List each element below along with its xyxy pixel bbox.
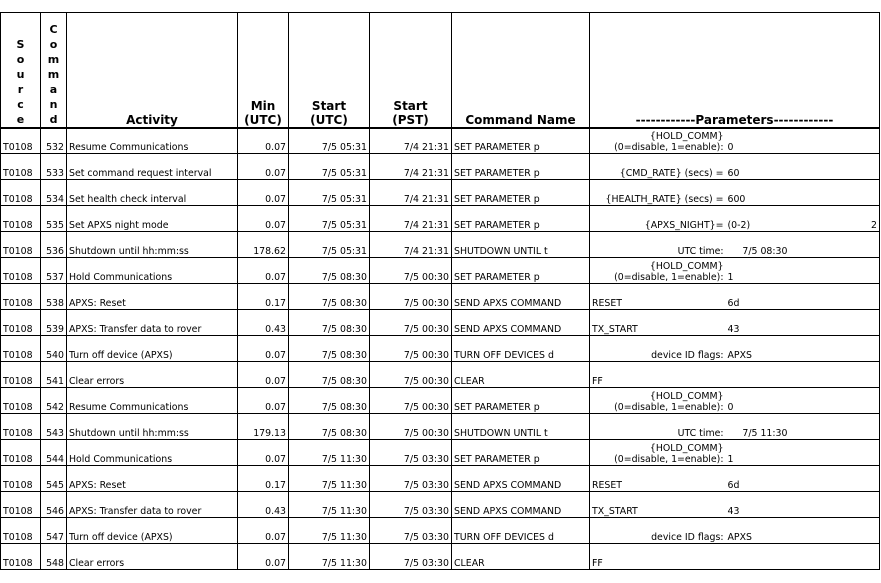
activity-cell[interactable]: Shutdown until hh:mm:ss	[67, 414, 238, 440]
parameter-value-cell[interactable]: 600	[726, 180, 806, 206]
parameter-extra-cell[interactable]	[806, 388, 880, 414]
table-row[interactable]	[1, 206, 880, 232]
start-utc-cell[interactable]: 7/5 05:31	[289, 154, 370, 180]
source-cell[interactable]: T0108	[1, 232, 41, 258]
source-cell[interactable]: T0108	[1, 284, 41, 310]
source-cell[interactable]: T0108	[1, 414, 41, 440]
command-name-cell[interactable]: CLEAR	[452, 544, 590, 570]
header-letter: e	[16, 112, 25, 126]
table-row[interactable]	[1, 180, 880, 206]
parameter-value-cell[interactable]: 60	[726, 154, 806, 180]
command-number-cell[interactable]: 534	[41, 180, 67, 206]
parameter-label: {CMD_RATE} (secs) =	[619, 168, 724, 179]
start-utc-header-line2: (UTC)	[310, 112, 348, 127]
parameter-label-cell[interactable]	[590, 154, 726, 180]
activity-header-label: Activity	[126, 112, 178, 127]
parameter-extra-cell[interactable]	[806, 128, 880, 154]
duration-min-cell[interactable]: 0.43	[238, 310, 289, 336]
start-pst-cell[interactable]: 7/5 00:30	[370, 388, 452, 414]
activity-cell[interactable]: APXS: Reset	[67, 466, 238, 492]
parameter-value: RESET	[592, 480, 623, 491]
command-name-cell[interactable]: SHUTDOWN UNTIL t	[452, 232, 590, 258]
start-utc-cell[interactable]: 7/5 08:30	[289, 284, 370, 310]
table-row[interactable]	[1, 128, 880, 154]
parameter-label-cell[interactable]	[590, 128, 726, 154]
start-utc-cell[interactable]: 7/5 11:30	[289, 492, 370, 518]
duration-min-cell[interactable]: 0.07	[238, 206, 289, 232]
parameter-label: (0=disable, 1=enable):	[614, 142, 724, 153]
command-number-header[interactable]	[41, 13, 67, 128]
table-row[interactable]	[1, 362, 880, 388]
source-cell[interactable]: T0108	[1, 206, 41, 232]
source-cell[interactable]: T0108	[1, 336, 41, 362]
min-header-line2: (UTC)	[244, 112, 282, 127]
parameter-label-cell[interactable]	[590, 492, 726, 518]
table-row[interactable]	[1, 414, 880, 440]
command-table	[0, 12, 880, 570]
command-name-cell[interactable]: SET PARAMETER p	[452, 388, 590, 414]
parameter-label-cell[interactable]	[590, 440, 726, 466]
duration-min-cell[interactable]: 179.13	[238, 414, 289, 440]
command-number-cell[interactable]: 532	[41, 128, 67, 154]
parameter-value-cell[interactable]: 0	[726, 128, 806, 154]
table-row[interactable]	[1, 336, 880, 362]
start-utc-header[interactable]	[289, 13, 370, 128]
parameter-extra-cell[interactable]	[806, 232, 880, 258]
command-number-cell[interactable]: 537	[41, 258, 67, 284]
duration-min-cell[interactable]: 0.07	[238, 362, 289, 388]
table-row[interactable]	[1, 440, 880, 466]
parameter-label: (0=disable, 1=enable):	[614, 272, 724, 283]
command-name-cell[interactable]: SET PARAMETER p	[452, 128, 590, 154]
start-utc-cell[interactable]: 7/5 05:31	[289, 128, 370, 154]
start-utc-cell[interactable]: 7/5 11:30	[289, 518, 370, 544]
command-number-cell[interactable]: 541	[41, 362, 67, 388]
source-cell[interactable]: T0108	[1, 258, 41, 284]
parameter-value-cell[interactable]: APXS	[726, 336, 806, 362]
parameter-value: FF	[592, 376, 603, 387]
parameter-label: device ID flags:	[651, 350, 724, 361]
table-row[interactable]	[1, 466, 880, 492]
parameter-label: UTC time:	[677, 428, 724, 439]
duration-min-cell[interactable]: 0.07	[238, 440, 289, 466]
min-header-line1: Min	[250, 98, 276, 113]
activity-cell[interactable]: Shutdown until hh:mm:ss	[67, 232, 238, 258]
source-cell[interactable]: T0108	[1, 440, 41, 466]
command-number-cell[interactable]: 542	[41, 388, 67, 414]
duration-min-cell[interactable]: 0.07	[238, 388, 289, 414]
header-letter: r	[17, 82, 24, 96]
activity-cell[interactable]: Clear errors	[67, 362, 238, 388]
activity-cell[interactable]: Clear errors	[67, 544, 238, 570]
duration-min-cell[interactable]: 0.43	[238, 492, 289, 518]
activity-header[interactable]	[67, 13, 238, 128]
duration-min-cell[interactable]: 178.62	[238, 232, 289, 258]
activity-cell[interactable]: Resume Communications	[67, 128, 238, 154]
activity-cell[interactable]: Turn off device (APXS)	[67, 336, 238, 362]
parameter-extra-cell[interactable]	[806, 336, 880, 362]
start-utc-cell[interactable]: 7/5 08:30	[289, 336, 370, 362]
header-letter: m	[47, 67, 60, 81]
command-name-cell[interactable]: SEND APXS COMMAND	[452, 492, 590, 518]
parameter-value-cell[interactable]: 43	[726, 310, 806, 336]
command-name-cell[interactable]: SEND APXS COMMAND	[452, 310, 590, 336]
start-pst-header[interactable]	[370, 13, 452, 128]
parameter-extra-cell[interactable]	[806, 362, 880, 388]
command-name-cell[interactable]: SEND APXS COMMAND	[452, 284, 590, 310]
command-name-header-label: Command Name	[465, 112, 576, 127]
command-name-cell[interactable]: TURN OFF DEVICES d	[452, 336, 590, 362]
command-name-cell[interactable]: SET PARAMETER p	[452, 206, 590, 232]
header-letter: m	[47, 52, 60, 66]
parameter-name: {HOLD_COMM}	[649, 261, 724, 272]
parameter-label: (0=disable, 1=enable):	[614, 402, 724, 413]
command-number-cell[interactable]: 539	[41, 310, 67, 336]
start-pst-cell[interactable]: 7/5 00:30	[370, 258, 452, 284]
header-letter: n	[49, 97, 58, 111]
parameter-extra-cell[interactable]	[806, 414, 880, 440]
parameter-label-cell[interactable]	[590, 388, 726, 414]
parameter-value-cell[interactable]: APXS	[726, 518, 806, 544]
start-pst-cell[interactable]: 7/5 00:30	[370, 284, 452, 310]
duration-min-cell[interactable]: 0.07	[238, 518, 289, 544]
parameter-label-cell[interactable]	[590, 518, 726, 544]
parameter-value-cell[interactable]: 1	[726, 258, 806, 284]
command-number-cell[interactable]: 546	[41, 492, 67, 518]
source-cell[interactable]: T0108	[1, 544, 41, 570]
command-name-cell[interactable]: SEND APXS COMMAND	[452, 466, 590, 492]
duration-min-cell[interactable]: 0.17	[238, 466, 289, 492]
activity-cell[interactable]: APXS: Transfer data to rover	[67, 492, 238, 518]
table-row[interactable]	[1, 518, 880, 544]
parameters-header-label: ------------Parameters------------	[635, 112, 834, 127]
command-name-cell[interactable]: TURN OFF DEVICES d	[452, 518, 590, 544]
parameter-value: TX_START	[592, 324, 638, 335]
parameter-extra-cell[interactable]	[806, 544, 880, 570]
table-row[interactable]	[1, 284, 880, 310]
command-sequence-sheet	[0, 12, 880, 570]
parameter-name: {HOLD_COMM}	[649, 131, 724, 142]
activity-cell[interactable]: Hold Communications	[67, 440, 238, 466]
duration-min-cell[interactable]: 0.07	[238, 258, 289, 284]
command-number-cell[interactable]: 547	[41, 518, 67, 544]
parameter-value: FF	[592, 558, 603, 569]
command-name-header[interactable]	[452, 13, 590, 128]
command-number-cell[interactable]: 540	[41, 336, 67, 362]
parameter-label: UTC time:	[677, 246, 724, 257]
table-row[interactable]	[1, 310, 880, 336]
command-name-cell[interactable]: SET PARAMETER p	[452, 258, 590, 284]
start-pst-cell[interactable]: 7/5 00:30	[370, 414, 452, 440]
command-name-cell[interactable]: SHUTDOWN UNTIL t	[452, 414, 590, 440]
parameter-extra-cell[interactable]	[806, 258, 880, 284]
parameter-label-cell[interactable]	[590, 310, 726, 336]
table-row[interactable]	[1, 492, 880, 518]
source-cell[interactable]: T0108	[1, 128, 41, 154]
command-number-cell[interactable]: 536	[41, 232, 67, 258]
command-name-cell[interactable]: SET PARAMETER p	[452, 154, 590, 180]
start-utc-cell[interactable]: 7/5 05:31	[289, 232, 370, 258]
table-row[interactable]	[1, 232, 880, 258]
duration-min-cell[interactable]: 0.07	[238, 336, 289, 362]
parameter-value-cell[interactable]: 6d	[726, 284, 806, 310]
command-name-cell[interactable]: SET PARAMETER p	[452, 440, 590, 466]
header-letter: a	[49, 82, 58, 96]
parameter-value: RESET	[592, 298, 623, 309]
start-utc-cell[interactable]: 7/5 05:31	[289, 206, 370, 232]
start-pst-cell[interactable]: 7/5 03:30	[370, 466, 452, 492]
start-pst-cell[interactable]: 7/5 03:30	[370, 492, 452, 518]
start-pst-cell[interactable]: 7/5 00:30	[370, 310, 452, 336]
start-pst-cell[interactable]: 7/4 21:31	[370, 180, 452, 206]
parameter-value: TX_START	[592, 506, 638, 517]
header-letter: o	[49, 37, 58, 51]
parameter-label: device ID flags:	[651, 532, 724, 543]
header-letter: d	[49, 112, 58, 126]
command-number-cell[interactable]: 538	[41, 284, 67, 310]
activity-cell[interactable]: Set health check interval	[67, 180, 238, 206]
parameter-label-cell[interactable]	[590, 284, 726, 310]
parameter-extra-cell[interactable]: 2	[806, 206, 880, 232]
parameter-name: {HOLD_COMM}	[649, 443, 724, 454]
command-number-cell[interactable]: 535	[41, 206, 67, 232]
parameter-value-cell[interactable]: 1	[726, 440, 806, 466]
activity-cell[interactable]: APXS: Transfer data to rover	[67, 310, 238, 336]
parameter-value-cell[interactable]: 6d	[726, 466, 806, 492]
source-header[interactable]	[1, 13, 41, 128]
header-letter: C	[49, 22, 58, 36]
table-row[interactable]	[1, 154, 880, 180]
start-pst-cell[interactable]: 7/4 21:31	[370, 154, 452, 180]
activity-cell[interactable]: APXS: Reset	[67, 284, 238, 310]
parameter-value-cell[interactable]	[726, 362, 806, 388]
start-utc-cell[interactable]: 7/5 05:31	[289, 180, 370, 206]
start-pst-cell[interactable]: 7/5 03:30	[370, 544, 452, 570]
parameter-value-cell[interactable]	[726, 544, 806, 570]
parameter-label: (0=disable, 1=enable):	[614, 454, 724, 465]
activity-cell[interactable]: Hold Communications	[67, 258, 238, 284]
parameter-label-cell[interactable]	[590, 466, 726, 492]
parameter-extra-cell[interactable]	[806, 466, 880, 492]
parameter-label-cell[interactable]	[590, 232, 726, 258]
parameter-extra-cell[interactable]	[806, 492, 880, 518]
start-utc-cell[interactable]: 7/5 08:30	[289, 362, 370, 388]
source-cell[interactable]: T0108	[1, 388, 41, 414]
header-letter: c	[17, 97, 24, 111]
parameter-name: {HOLD_COMM}	[649, 391, 724, 402]
command-number-cell[interactable]: 543	[41, 414, 67, 440]
start-pst-cell[interactable]: 7/5 00:30	[370, 362, 452, 388]
command-number-cell[interactable]: 533	[41, 154, 67, 180]
activity-cell[interactable]: Set command request interval	[67, 154, 238, 180]
parameter-extra-cell[interactable]	[806, 154, 880, 180]
parameter-label-cell[interactable]	[590, 336, 726, 362]
parameter-label-cell[interactable]	[590, 544, 726, 570]
parameter-label-cell[interactable]	[590, 258, 726, 284]
command-name-cell[interactable]: SET PARAMETER p	[452, 180, 590, 206]
parameter-label-cell[interactable]	[590, 362, 726, 388]
parameter-label-cell[interactable]	[590, 206, 726, 232]
table-row[interactable]	[1, 388, 880, 414]
start-pst-header-line1: Start	[393, 98, 428, 113]
start-pst-header-line2: (PST)	[392, 112, 429, 127]
parameter-value-cell[interactable]: 7/5 11:30	[726, 414, 806, 440]
parameter-extra-cell[interactable]	[806, 310, 880, 336]
source-cell[interactable]: T0108	[1, 492, 41, 518]
source-cell[interactable]: T0108	[1, 310, 41, 336]
start-utc-cell[interactable]: 7/5 11:30	[289, 466, 370, 492]
source-cell[interactable]: T0108	[1, 154, 41, 180]
parameter-label-cell[interactable]	[590, 414, 726, 440]
parameter-label: {APXS_NIGHT}=	[644, 220, 724, 231]
duration-min-cell[interactable]: 0.07	[238, 128, 289, 154]
command-number-cell[interactable]: 548	[41, 544, 67, 570]
source-cell[interactable]: T0108	[1, 180, 41, 206]
min-utc-header[interactable]	[238, 13, 289, 128]
start-utc-cell[interactable]: 7/5 08:30	[289, 414, 370, 440]
start-pst-cell[interactable]: 7/5 03:30	[370, 518, 452, 544]
header-letter: o	[16, 52, 25, 66]
start-utc-cell[interactable]: 7/5 08:30	[289, 310, 370, 336]
header-row	[1, 13, 880, 128]
start-pst-cell[interactable]: 7/4 21:31	[370, 232, 452, 258]
parameter-extra-cell[interactable]	[806, 180, 880, 206]
duration-min-cell[interactable]: 0.17	[238, 284, 289, 310]
command-number-cell[interactable]: 544	[41, 440, 67, 466]
header-letter: u	[16, 67, 25, 81]
command-number-cell[interactable]: 545	[41, 466, 67, 492]
duration-min-cell[interactable]: 0.07	[238, 154, 289, 180]
start-utc-cell[interactable]: 7/5 11:30	[289, 440, 370, 466]
parameter-extra-cell[interactable]	[806, 440, 880, 466]
parameter-label-cell[interactable]	[590, 180, 726, 206]
start-utc-cell[interactable]: 7/5 11:30	[289, 544, 370, 570]
command-name-cell[interactable]: CLEAR	[452, 362, 590, 388]
activity-cell[interactable]: Set APXS night mode	[67, 206, 238, 232]
parameter-value-cell[interactable]: 7/5 08:30	[726, 232, 806, 258]
parameter-value-cell[interactable]: 43	[726, 492, 806, 518]
activity-cell[interactable]: Resume Communications	[67, 388, 238, 414]
duration-min-cell[interactable]: 0.07	[238, 180, 289, 206]
start-pst-cell[interactable]: 7/4 21:31	[370, 206, 452, 232]
parameter-extra-cell[interactable]	[806, 518, 880, 544]
source-cell[interactable]: T0108	[1, 466, 41, 492]
header-letter: S	[16, 37, 25, 51]
start-utc-header-line1: Start	[311, 98, 347, 113]
start-pst-cell[interactable]: 7/5 00:30	[370, 336, 452, 362]
source-cell[interactable]: T0108	[1, 362, 41, 388]
start-pst-cell[interactable]: 7/5 03:30	[370, 440, 452, 466]
table-row[interactable]	[1, 258, 880, 284]
activity-cell[interactable]: Turn off device (APXS)	[67, 518, 238, 544]
start-utc-cell[interactable]: 7/5 08:30	[289, 388, 370, 414]
start-pst-cell[interactable]: 7/4 21:31	[370, 128, 452, 154]
source-cell[interactable]: T0108	[1, 518, 41, 544]
duration-min-cell[interactable]: 0.07	[238, 544, 289, 570]
start-utc-cell[interactable]: 7/5 08:30	[289, 258, 370, 284]
parameter-label: {HEALTH_RATE} (secs) =	[605, 194, 724, 205]
parameters-header[interactable]	[590, 13, 880, 128]
parameter-value-cell[interactable]: 0	[726, 388, 806, 414]
table-row[interactable]	[1, 544, 880, 570]
parameter-extra-cell[interactable]	[806, 284, 880, 310]
parameter-value-cell[interactable]: (0-2)	[726, 206, 806, 232]
